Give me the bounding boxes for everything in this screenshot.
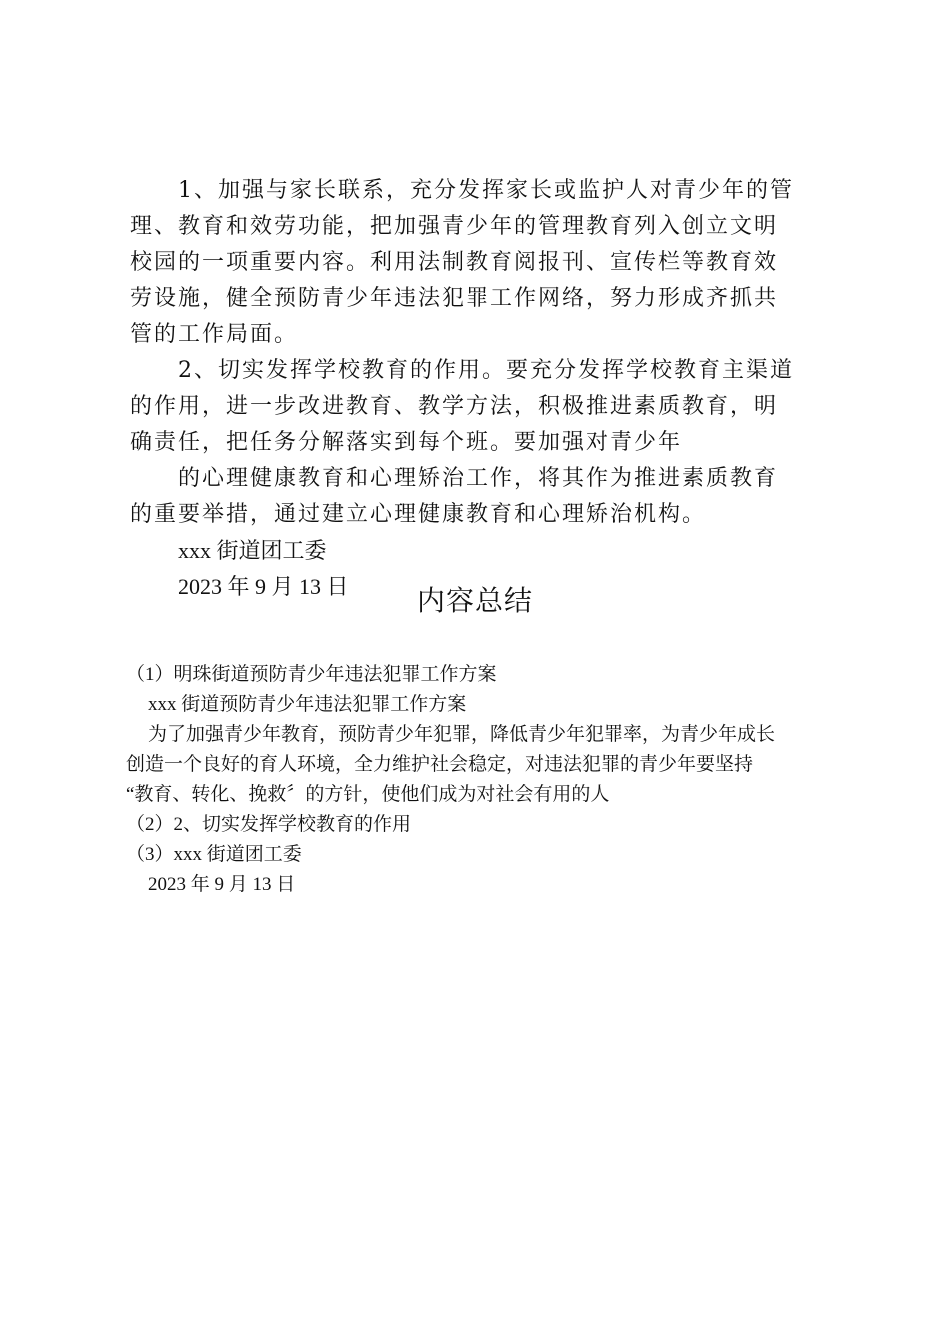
body-line: 的心理健康教育和心理矫治工作，将其作为推进素质教育	[178, 466, 779, 491]
body-line: 1、加强与家长联系，充分发挥家长或监护人对青少年的管	[178, 178, 794, 203]
summary-item: xxx 街道预防青少年违法犯罪工作方案	[148, 694, 467, 715]
body-line: 劳设施，健全预防青少年违法犯罪工作网络，努力形成齐抓共	[130, 286, 779, 311]
summary-title: 内容总结	[416, 584, 533, 617]
summary-item: （1）明珠街道预防青少年违法犯罪工作方案	[126, 664, 497, 685]
body-line: 确责任，把任务分解落实到每个班。要加强对青少年	[130, 430, 683, 455]
summary-item: 2023 年 9 月 13 日	[148, 874, 296, 895]
body-line: 理、教育和效劳功能，把加强青少年的管理教育列入创立文明	[130, 214, 779, 239]
summary-section	[126, 660, 846, 900]
body-line: 的作用，进一步改进教育、教学方法，积极推进素质教育，明	[130, 394, 779, 419]
summary-item: 创造一个良好的育人环境，全力维护社会稳定，对违法犯罪的青少年要坚持	[126, 754, 754, 775]
signature: xxx 街道团工委	[178, 538, 327, 563]
body-line: 管的工作局面。	[130, 322, 299, 347]
body-line: 2、切实发挥学校教育的作用。要充分发挥学校教育主渠道	[178, 358, 794, 383]
body-line: 校园的一项重要内容。利用法制教育阅报刊、宣传栏等教育效	[130, 250, 779, 275]
summary-item: 为了加强青少年教育，预防青少年犯罪，降低青少年犯罪率，为青少年成长	[148, 724, 776, 745]
signature-date: 2023 年 9 月 13 日	[178, 574, 349, 599]
summary-item: “教育、转化、挽救〞的方针，使他们成为对社会有用的人	[126, 784, 610, 805]
summary-item: （2）2、切实发挥学校教育的作用	[126, 814, 412, 835]
document-body	[130, 173, 830, 605]
body-line: 的重要举措，通过建立心理健康教育和心理矫治机构。	[130, 502, 707, 527]
summary-item: （3）xxx 街道团工委	[126, 844, 302, 865]
